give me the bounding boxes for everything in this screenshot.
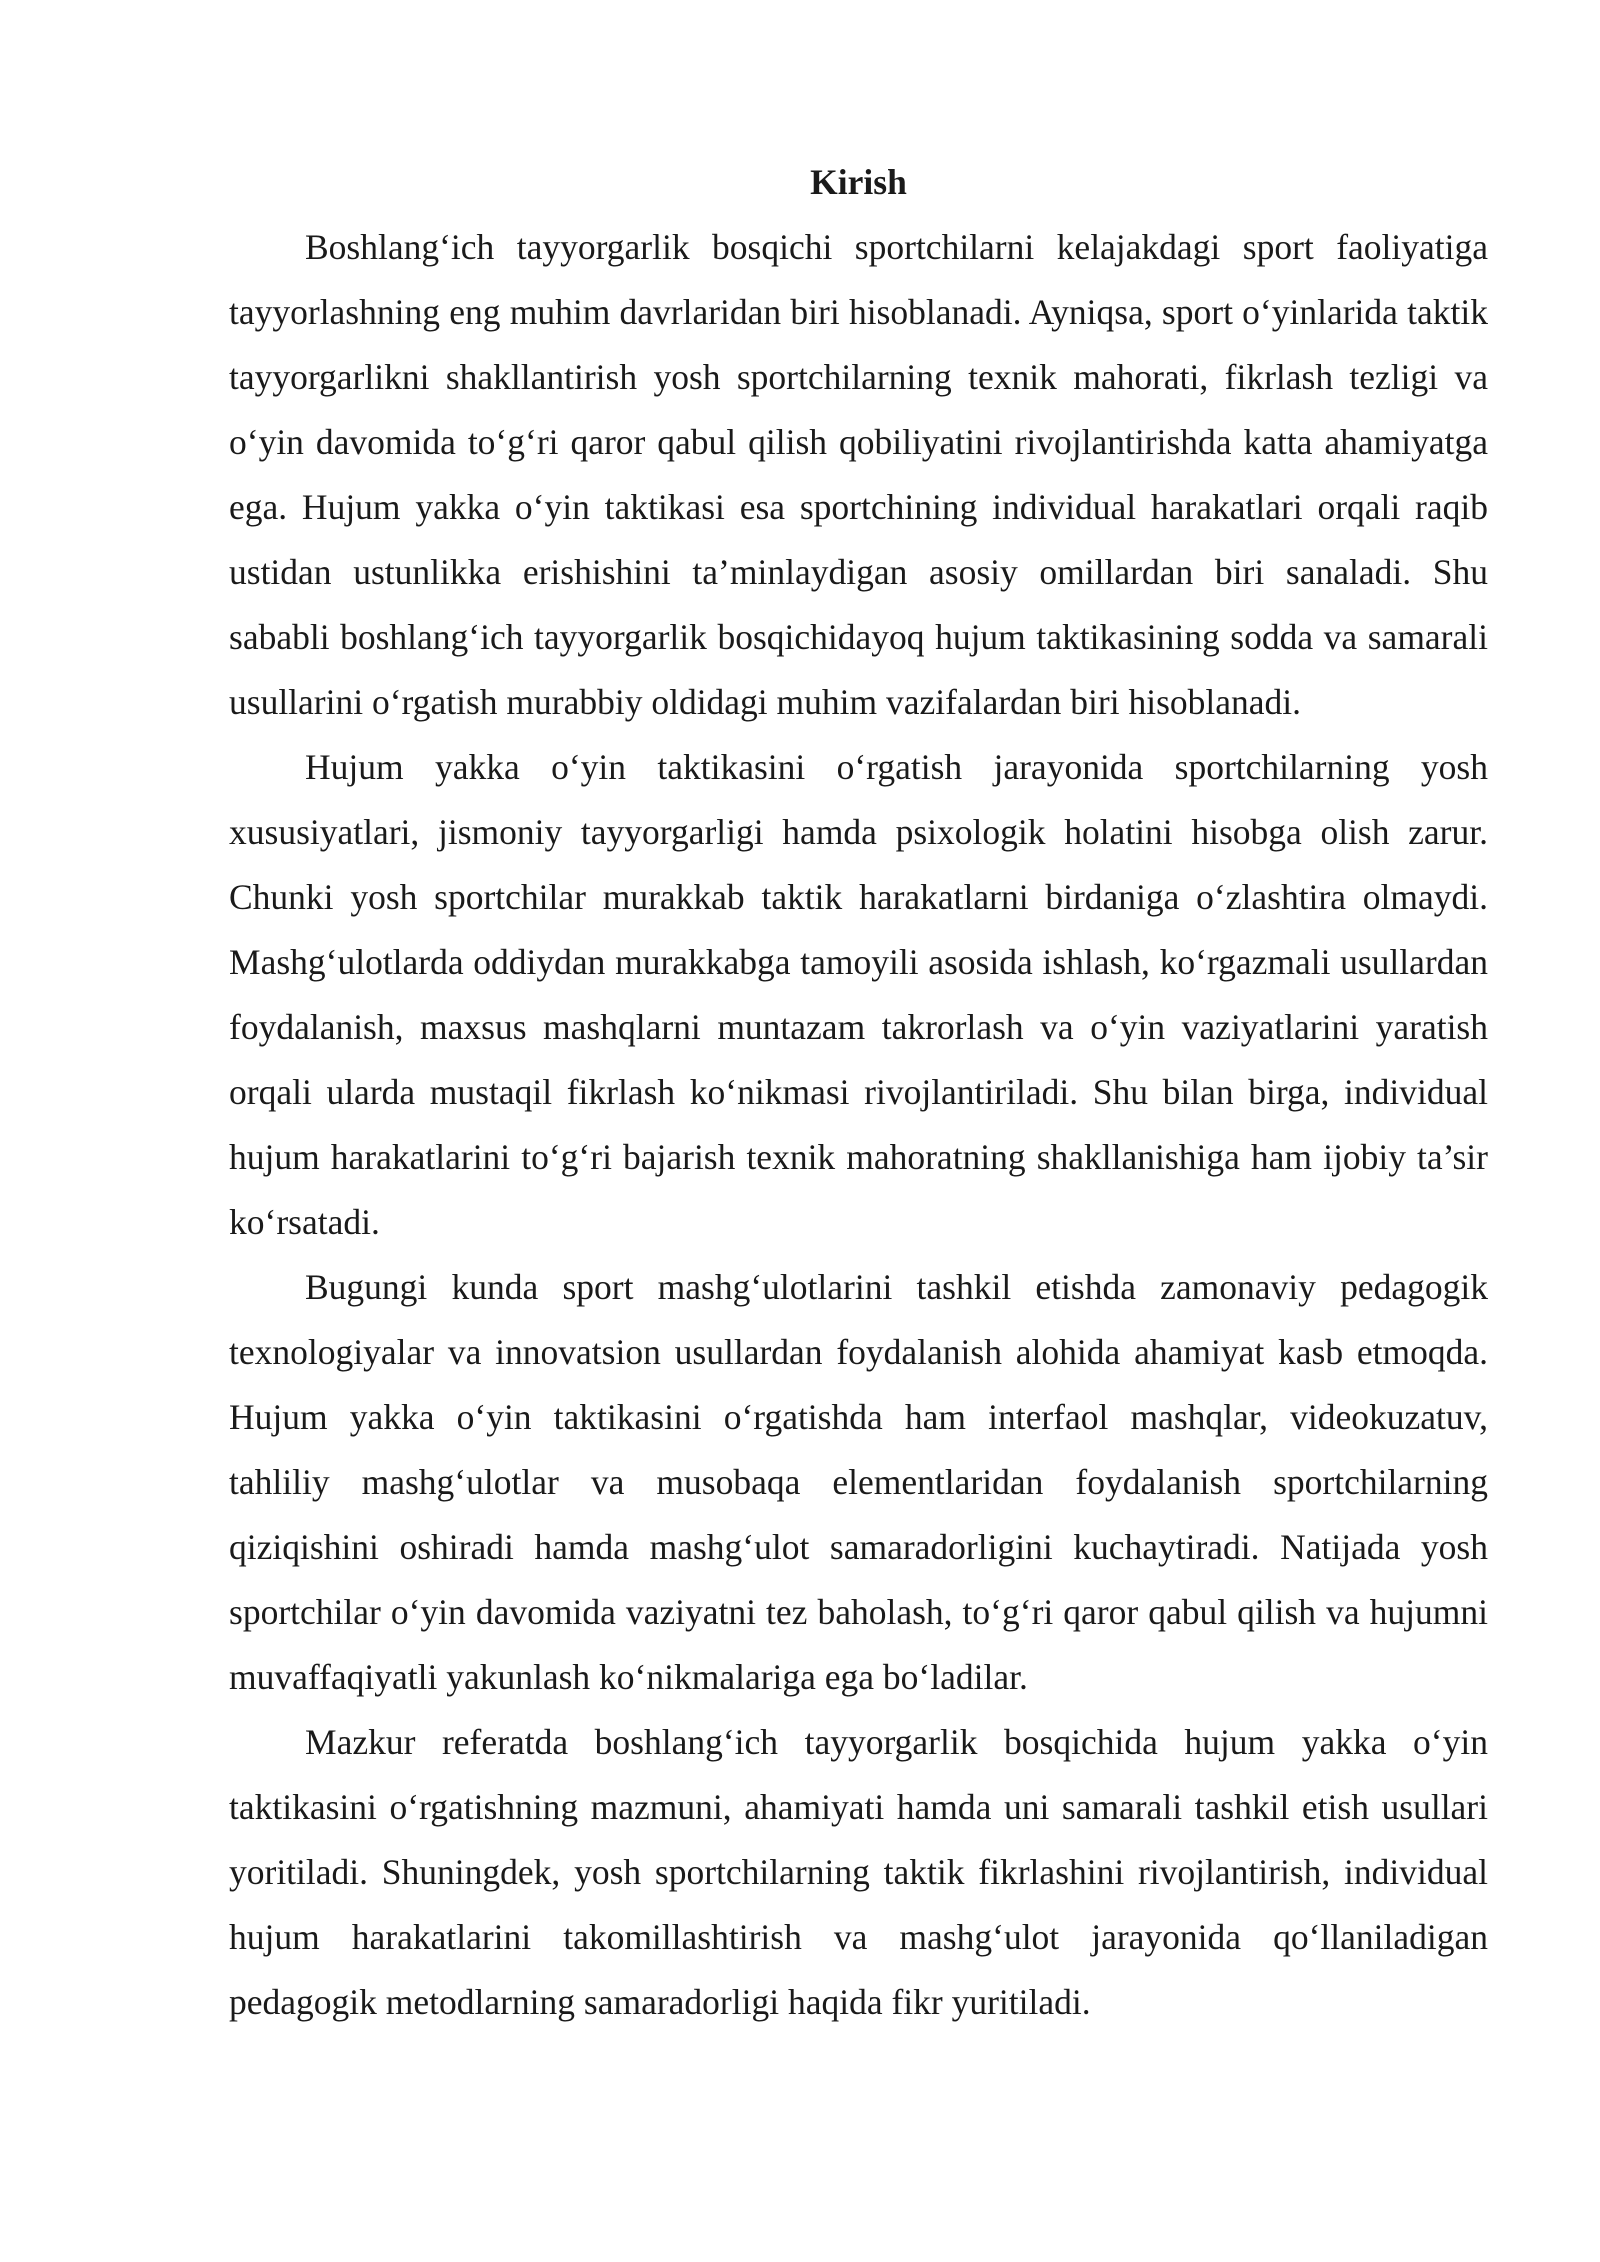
- paragraph-2: Hujum yakka o‘yin taktikasini o‘rgatish jarayonida sportchilarning yosh xususiyatlari, jismoniy tayyorgarligi hamda psixologik holatini hisobga olish zarur. Chunki yosh sportchilar murakkab taktik harakatlarni birdaniga o‘zlashtira olmaydi. Mashg‘ulotlarda oddiydan murakkabga tamoyili asosida ishlash, ko‘rgazmali usullardan foydalanish, maxsus mashqlarni muntazam takrorlash va o‘yin vaziyatlarini yaratish orqali ularda mustaqil fikrlash ko‘nikmasi rivojlantiriladi. Shu bilan birga, individual hujum harakatlarini to‘g‘ri bajarish texnik mahoratning shakllanishiga ham ijobiy ta’sir ko‘rsatadi.: [229, 747, 1488, 1242]
- paragraph-3: Bugungi kunda sport mashg‘ulotlarini tashkil etishda zamonaviy pedagogik texnologiyalar va innovatsion usullardan foydalanish alohida ahamiyat kasb etmoqda. Hujum yakka o‘yin taktikasini o‘rgatishda ham interfaol mashqlar, videokuzatuv, tahliliy mashg‘ulotlar va musobaqa elementlaridan foydalanish sportchilarning qiziqishini oshiradi hamda mashg‘ulot samaradorligini kuchaytiradi. Natijada yosh sportchilar o‘yin davomida vaziyatni tez baholash, to‘g‘ri qaror qabul qilish va hujumni muvaffaqiyatli yakunlash ko‘nikmalariga ega bo‘ladilar.: [229, 1267, 1488, 1697]
- paragraph-4: Mazkur referatda boshlang‘ich tayyorgarlik bosqichida hujum yakka o‘yin taktikasini o‘rgatishning mazmuni, ahamiyati hamda uni samarali tashkil etish usullari yoritiladi. Shuningdek, yosh sportchilarning taktik fikrlashini rivojlantirish, individual hujum harakatlarini takomillashtirish va mashg‘ulot jarayonida qo‘llaniladigan pedagogik metodlarning samaradorligi haqida fikr yuritiladi.: [229, 1722, 1488, 2022]
- paragraph-1: Boshlang‘ich tayyorgarlik bosqichi sportchilarni kelajakdagi sport faoliyatiga tayyorlashning eng muhim davrlaridan biri hisoblanadi. Ayniqsa, sport o‘yinlarida taktik tayyorgarlikni shakllantirish yosh sportchilarning texnik mahorati, fikrlash tezligi va o‘yin davomida to‘g‘ri qaror qabul qilish qobiliyatini rivojlantirishda katta ahamiyatga ega. Hujum yakka o‘yin taktikasi esa sportchining individual harakatlari orqali raqib ustidan ustunlikka erishishini ta’minlaydigan asosiy omillardan biri sanaladi. Shu sababli boshlang‘ich tayyorgarlik bosqichidayoq hujum taktikasining sodda va samarali usullarini o‘rgatish murabbiy oldidagi muhim vazifalardan biri hisoblanadi.: [229, 227, 1488, 722]
- page-title: Kirish: [810, 162, 907, 202]
- document-page: [229, 150, 1488, 2035]
